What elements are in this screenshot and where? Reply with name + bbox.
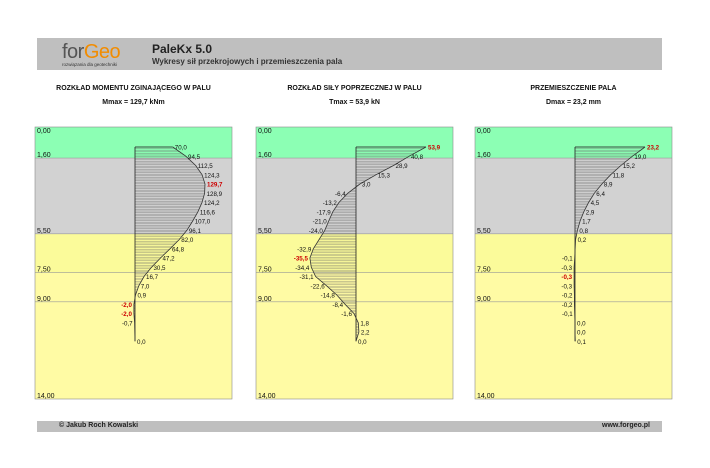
diagram-value-label: 28,9 bbox=[395, 163, 408, 170]
depth-label: 1,60 bbox=[37, 152, 51, 160]
displacement-max-label: Dmax = 23,2 mm bbox=[545, 99, 602, 106]
shear-max-label: Tmax = 53,9 kN bbox=[329, 99, 380, 106]
soil-layer-2 bbox=[475, 234, 672, 273]
diagram-value-label: -14,8 bbox=[320, 292, 335, 300]
diagram-value-label: 23,2 bbox=[647, 144, 660, 152]
depth-label: 1,60 bbox=[477, 152, 491, 160]
diagram-value-label: 2,9 bbox=[585, 209, 595, 217]
diagram-value-label: -0,3 bbox=[561, 274, 573, 281]
diagram-value-label: 0,0 bbox=[137, 338, 146, 346]
app-footer bbox=[37, 421, 662, 432]
diagram-value-label: -31,1 bbox=[299, 274, 314, 281]
diagram-value-label: 0,8 bbox=[579, 227, 589, 235]
depth-label: 14,00 bbox=[258, 393, 276, 400]
diagram-value-label: 30,5 bbox=[153, 264, 166, 272]
diagram-value-label: -21,0 bbox=[312, 218, 327, 226]
diagram-value-label: -6,4 bbox=[335, 190, 346, 198]
logo-tagline: rozwiązania dla geotechniki bbox=[62, 62, 118, 67]
diagram-value-label: 7,0 bbox=[140, 283, 150, 291]
diagram-value-label: -22,6 bbox=[310, 283, 325, 291]
depth-label: 1,60 bbox=[258, 152, 272, 160]
diagram-value-label: -2,0 bbox=[121, 311, 132, 318]
diagram-value-label: 15,2 bbox=[622, 163, 635, 170]
diagram-value-label: -0,2 bbox=[561, 292, 573, 300]
diagram-value-label: 1,8 bbox=[360, 320, 369, 328]
soil-layer-1 bbox=[475, 158, 672, 234]
diagram-value-label: 0,9 bbox=[137, 292, 147, 300]
diagram-value-label: -24,0 bbox=[308, 227, 323, 235]
depth-label: 14,00 bbox=[477, 393, 495, 400]
diagram-value-label: 70,0 bbox=[174, 144, 187, 152]
diagram-value-label: 128,9 bbox=[206, 190, 223, 198]
app-title: PaleKx 5.0 bbox=[152, 42, 213, 56]
diagram-value-label: 0,0 bbox=[358, 338, 367, 346]
diagram-value-label: 124,2 bbox=[204, 200, 220, 207]
depth-label: 9,00 bbox=[258, 295, 272, 303]
diagram-value-label: 19,0 bbox=[634, 153, 647, 161]
soil-layer-3 bbox=[35, 273, 232, 399]
diagram-value-label: 15,3 bbox=[377, 172, 390, 180]
depth-label: 9,00 bbox=[37, 295, 51, 303]
diagram-value-label: -0,3 bbox=[561, 283, 573, 291]
moment-max-label: Mmax = 129,7 kNm bbox=[102, 99, 165, 106]
displacement-diagram bbox=[475, 127, 672, 407]
diagram-value-label: 107,0 bbox=[194, 218, 211, 226]
app-header bbox=[37, 38, 662, 70]
diagram-value-label: -8,4 bbox=[332, 301, 344, 309]
diagram-value-label: -0,1 bbox=[562, 255, 573, 263]
diagram-value-label: 53,9 bbox=[428, 144, 441, 152]
diagram-value-label: -1,6 bbox=[341, 311, 352, 318]
author-credit: © Jakub Roch Kowalski bbox=[59, 422, 139, 429]
depth-label: 14,00 bbox=[37, 393, 55, 400]
soil-layer-0 bbox=[35, 127, 232, 158]
displacement-panel-title: PRZEMIESZCZENIE PALA bbox=[530, 85, 617, 92]
shear-diagram bbox=[256, 127, 453, 407]
depth-label: 9,00 bbox=[477, 295, 491, 303]
diagram-value-label: -32,9 bbox=[297, 246, 312, 254]
diagram-value-label: 40,8 bbox=[410, 153, 424, 161]
diagram-value-label: -0,1 bbox=[562, 311, 573, 318]
diagram-value-label: 1,7 bbox=[582, 218, 591, 226]
diagram-value-label: 11,8 bbox=[612, 172, 625, 180]
diagram-value-label: -0,2 bbox=[561, 301, 573, 309]
moment-panel-title: ROZKŁAD MOMENTU ZGINAJĄCEGO W PALU bbox=[56, 85, 211, 92]
depth-label: 0,00 bbox=[477, 128, 491, 135]
depth-label: 5,50 bbox=[37, 227, 51, 235]
depth-label: 7,50 bbox=[477, 266, 491, 274]
diagram-value-label: -35,5 bbox=[293, 255, 308, 263]
diagram-value-label: 6,4 bbox=[596, 190, 605, 198]
diagram-value-label: 0,2 bbox=[577, 237, 587, 244]
soil-layer-3 bbox=[475, 273, 672, 399]
diagram-value-label: -34,4 bbox=[295, 264, 310, 272]
forgeo-logo: forGeo bbox=[62, 41, 121, 63]
diagram-value-label: 116,6 bbox=[199, 209, 215, 217]
depth-label: 0,00 bbox=[37, 128, 51, 135]
diagram-value-label: 8,9 bbox=[603, 181, 613, 189]
soil-layer-2 bbox=[35, 234, 232, 273]
moment-diagram bbox=[35, 127, 232, 407]
soil-layer-3 bbox=[256, 273, 453, 399]
depth-label: 5,50 bbox=[477, 227, 491, 235]
diagram-value-label: 0,0 bbox=[577, 329, 586, 337]
shear-panel-title: ROZKŁAD SIŁY POPRZECZNEJ W PALU bbox=[287, 85, 422, 92]
diagram-value-label: 94,5 bbox=[188, 153, 201, 161]
diagram-value-label: 64,8 bbox=[171, 246, 185, 254]
diagram-value-label: 124,3 bbox=[204, 172, 220, 180]
depth-label: 0,00 bbox=[258, 128, 272, 135]
app-subtitle: Wykresy sił przekrojowych i przemieszczenia pala bbox=[152, 57, 343, 66]
depth-label: 5,50 bbox=[258, 227, 272, 235]
diagram-value-label: 82,0 bbox=[181, 237, 194, 244]
diagram-value-label: 16,7 bbox=[146, 274, 159, 281]
diagram-value-label: 129,7 bbox=[207, 181, 223, 189]
diagram-value-label: 4,5 bbox=[590, 200, 600, 207]
diagram-value-label: -2,0 bbox=[121, 301, 132, 309]
depth-label: 7,50 bbox=[258, 266, 272, 274]
diagram-value-label: 47,2 bbox=[162, 255, 175, 263]
diagram-value-label: 0,1 bbox=[577, 338, 586, 346]
soil-layer-0 bbox=[256, 127, 453, 158]
diagram-value-label: -0,3 bbox=[561, 264, 573, 272]
diagram-value-label: 112,5 bbox=[197, 163, 213, 170]
diagram-value-label: 0,0 bbox=[577, 320, 586, 328]
website-link[interactable]: www.forgeo.pl bbox=[602, 422, 650, 429]
diagram-value-label: -13,2 bbox=[322, 200, 337, 207]
diagram-value-label: 3,0 bbox=[361, 181, 371, 189]
depth-label: 7,50 bbox=[37, 266, 51, 274]
diagram-value-label: -0,7 bbox=[121, 320, 133, 328]
diagram-value-label: 2,2 bbox=[360, 329, 370, 337]
diagram-value-label: -17,9 bbox=[316, 209, 331, 217]
soil-layer-1 bbox=[256, 158, 453, 234]
diagram-value-label: 96,1 bbox=[188, 227, 201, 235]
